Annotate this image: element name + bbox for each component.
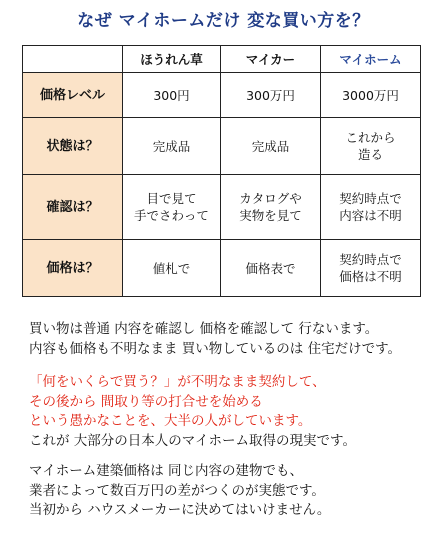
table-header-row [23, 46, 421, 73]
paragraph-line: これが 大部分の日本人のマイホーム取得の現実です。 [29, 432, 356, 449]
table-cell: 契約時点で 価格は不明 [321, 240, 421, 297]
row-header-confirmation: 確認は？ [23, 175, 123, 240]
table-corner-cell [23, 46, 123, 73]
table-cell: 完成品 [221, 118, 321, 175]
comparison-table [22, 45, 421, 297]
warning-line: という愚かなことを、大半の人がしています。 [29, 413, 312, 429]
paragraph-line: マイホーム建築価格は 同じ内容の建物でも、 [29, 463, 304, 479]
row-header-condition: 状態は？ [23, 118, 123, 175]
column-header-home: マイホーム [321, 46, 421, 73]
warning-line: 「何をいくらで買う？」が不明なまま契約して、 [29, 374, 326, 390]
table-cell: 目で見て 手でさわって [123, 175, 221, 240]
paragraph-line: 当初から ハウスメーカーに決めてはいけません。 [29, 502, 331, 518]
table-cell: 300円 [123, 73, 221, 118]
table-cell: これから 造る [321, 118, 421, 175]
table-cell: 契約時点で 内容は不明 [321, 175, 421, 240]
table-row [23, 73, 421, 118]
paragraph-line: 業者によって数百万円の差がつくのが実態です。 [29, 482, 325, 499]
table-cell: カタログや 実物を見て [221, 175, 321, 240]
column-header-car: マイカー [221, 46, 321, 73]
table-cell: 値札で [123, 240, 221, 297]
paragraph-warning [29, 373, 439, 451]
paragraph-shopping [29, 320, 439, 359]
paragraph-pricing [29, 462, 439, 521]
page-title: なぜ マイホームだけ 変な買い方を？ [77, 11, 370, 31]
table-cell: 完成品 [123, 118, 221, 175]
table-row [23, 118, 421, 175]
table-row [23, 175, 421, 240]
table-cell: 価格表で [221, 240, 321, 297]
row-header-price: 価格は？ [23, 240, 123, 297]
table-cell: 300万円 [221, 73, 321, 118]
column-header-spinach: ほうれん草 [123, 46, 221, 73]
row-header-price-level: 価格レベル [23, 73, 123, 118]
paragraph-line: 買い物は普通 内容を確認し 価格を確認して 行ないます。 [29, 321, 379, 337]
paragraph-line: 内容も価格も不明なまま 買い物しているのは 住宅だけです。 [29, 340, 402, 357]
warning-line: その後から 間取り等の打合せを始める [29, 393, 263, 410]
table-row [23, 240, 421, 297]
table-cell: 3000万円 [321, 73, 421, 118]
